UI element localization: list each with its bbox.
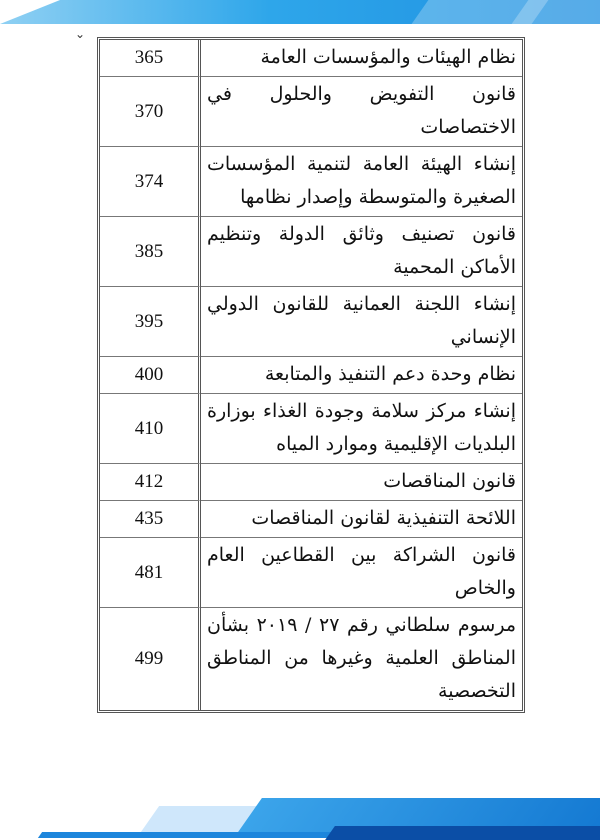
table-row: [100, 608, 522, 710]
toc-page-number: 395: [100, 287, 201, 357]
header-decoration-band: [0, 0, 600, 24]
toc-page-number: 499: [100, 608, 201, 710]
toc-title: اللائحة التنفيذية لقانون المناقصات: [201, 501, 522, 538]
header-notch: [0, 0, 60, 24]
table-row: [100, 40, 522, 77]
toc-title: نظام وحدة دعم التنفيذ والمتابعة: [201, 357, 522, 394]
toc-page-number: 410: [100, 394, 201, 464]
table-of-contents: [97, 37, 525, 713]
table-row: [100, 464, 522, 501]
toc-page-number: 435: [100, 501, 201, 538]
footer-decoration-band: [0, 780, 600, 840]
toc-page-number: 400: [100, 357, 201, 394]
toc-title: نظام الهيئات والمؤسسات العامة: [201, 40, 522, 77]
toc-page-number: 365: [100, 40, 201, 77]
toc-title: قانون التفويض والحلول في الاختصاصات: [201, 77, 522, 147]
toc-title: إنشاء الهيئة العامة لتنمية المؤسسات الصغيرة والمتوسطة وإصدار نظامها: [201, 147, 522, 217]
table-row: [100, 394, 522, 464]
toc-page-number: 370: [100, 77, 201, 147]
table-row: [100, 357, 522, 394]
footer-stripe: [38, 832, 342, 838]
toc-title: مرسوم سلطاني رقم ٢٧ / ٢٠١٩ بشأن المناطق العلمية وغيرها من المناطق التخصصية: [207, 614, 516, 702]
toc-title: إنشاء اللجنة العمانية للقانون الدولي الإنساني: [201, 287, 522, 357]
toc-title: قانون المناقصات: [201, 464, 522, 501]
toc-title: قانون تصنيف وثائق الدولة وتنظيم الأماكن المحمية: [201, 217, 522, 287]
chevron-down-icon: ⌄: [75, 27, 86, 41]
footer-stripe: [325, 826, 600, 840]
table-row: [100, 501, 522, 538]
table-row: [100, 77, 522, 147]
header-stripe: [512, 0, 600, 24]
toc-title: إنشاء مركز سلامة وجودة الغذاء بوزارة البلديات الإقليمية وموارد المياه: [201, 394, 522, 464]
table-row: [100, 147, 522, 217]
table-row: [100, 287, 522, 357]
toc-page-number: 385: [100, 217, 201, 287]
table-row: [100, 217, 522, 287]
toc-page-number: 481: [100, 538, 201, 608]
toc-page-number: 412: [100, 464, 201, 501]
table-row: [100, 538, 522, 608]
toc-page-number: 374: [100, 147, 201, 217]
toc-title: قانون الشراكة بين القطاعين العام والخاص: [201, 538, 522, 608]
